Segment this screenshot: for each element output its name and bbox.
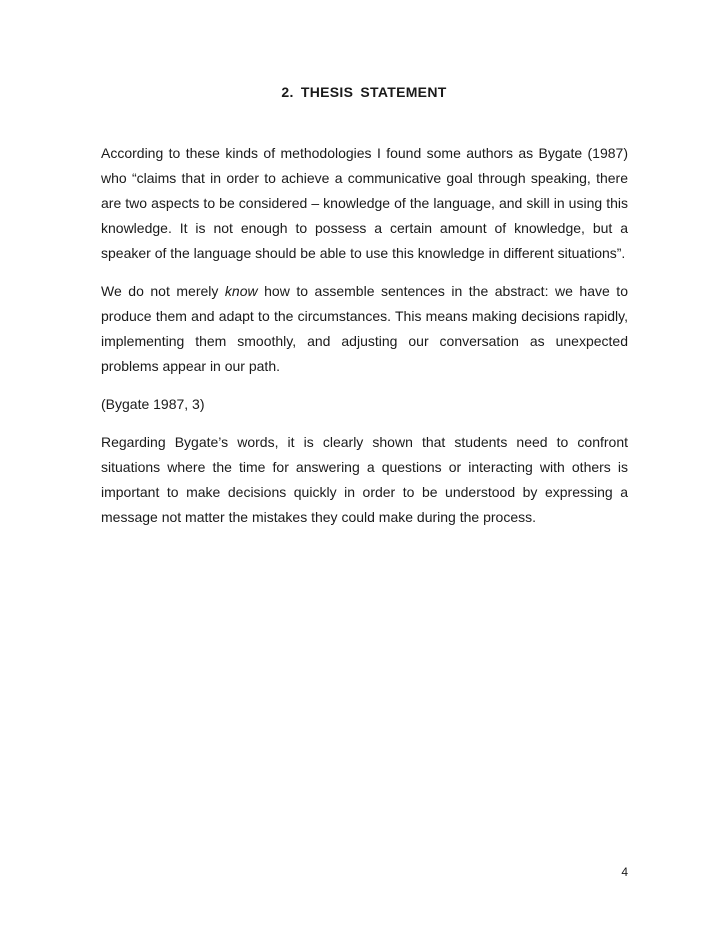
paragraph-quote — [101, 279, 628, 379]
paragraph-bygate-claim: According to these kinds of methodologies I found some authors as Bygate (1987) who “claims that in order to achieve a communicative goal through speaking, there are two aspects to be considered – knowledge of the language, and skill in using this knowledge. It is not enough to possess a certain amount of knowledge, but a speaker of the language should be able to use this knowledge in different situations”. — [101, 145, 628, 261]
quote-text-before: We do not merely — [101, 283, 225, 299]
document-body — [101, 141, 628, 543]
page-number: 4 — [621, 865, 628, 879]
paragraph-citation: (Bygate 1987, 3) — [101, 396, 205, 412]
section-heading: 2. THESIS STATEMENT — [281, 84, 447, 100]
paragraph-discussion: Regarding Bygate’s words, it is clearly shown that students need to confront situations where the time for answering a questions or interacting with others is important to make decisions quickly in order to be understood by expressing a message not matter the mistakes they could make during the process. — [101, 434, 628, 525]
quote-text-after: how to assemble sentences in the abstract: we have to produce them and adapt to the circumstances. This means making decisions rapidly, implementing them smoothly, and adjusting our conversation as unexpected problems appear in our path. — [101, 283, 628, 374]
emphasized-word: know — [224, 283, 258, 299]
